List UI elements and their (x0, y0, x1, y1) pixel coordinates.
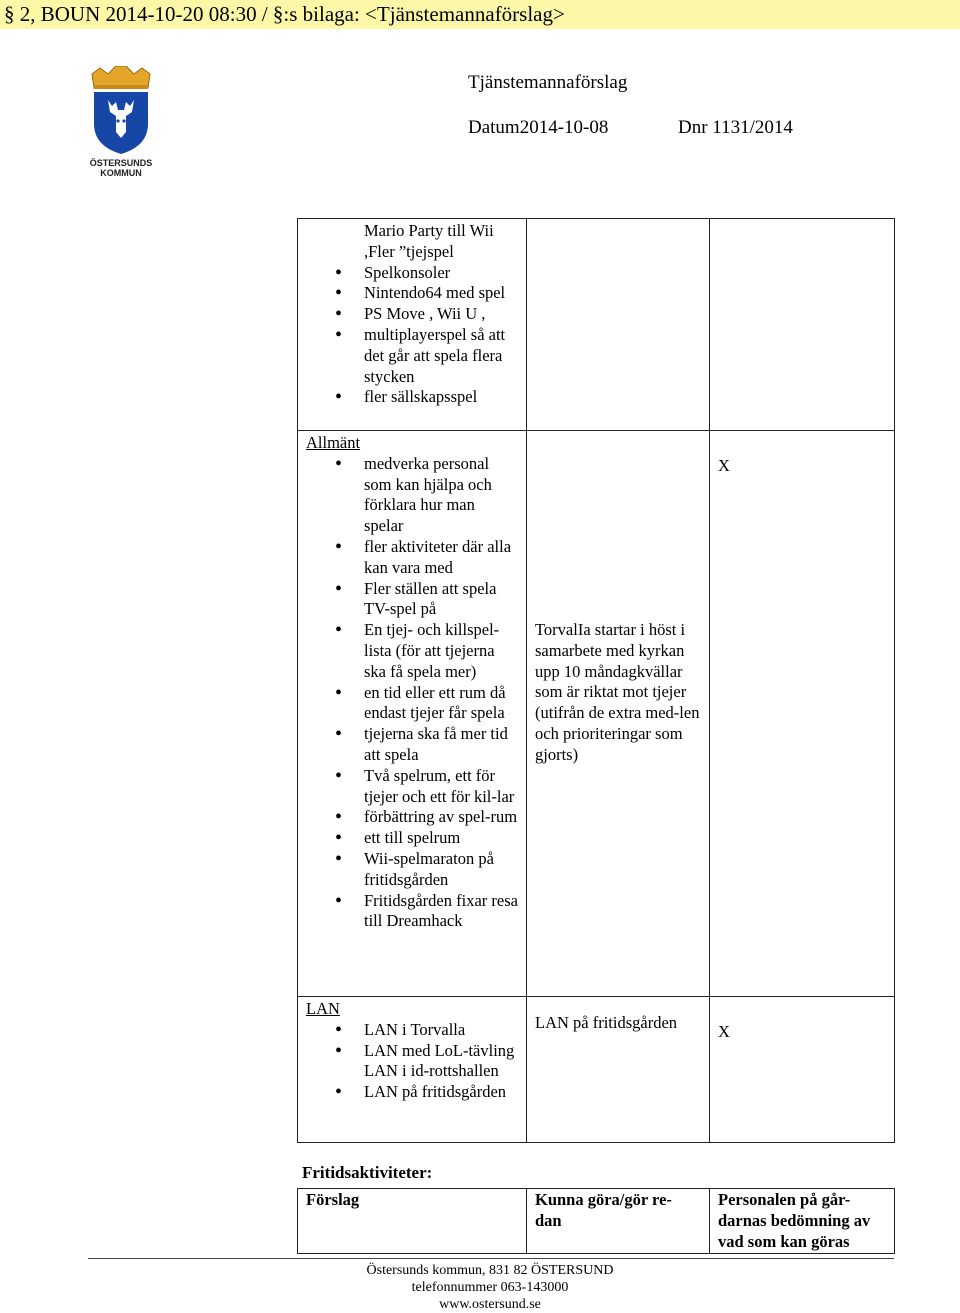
agenda-header-bar (0, 0, 960, 29)
logo-line-2: KOMMUN (100, 168, 142, 178)
list-item: • en tid eller ett rum då endast tjejer får spela (364, 683, 518, 725)
header-can-do: Kunna göra/gör re-dan (535, 1190, 672, 1230)
bullet-list (306, 221, 518, 408)
status-text: TorvalIa startar i höst i samarbete med kyrkan upp 10 måndagkvällar som är riktat mot tjejer (utifrån de extra med-len och prioriteringar som gjorts) (535, 620, 700, 764)
list-item: • Spelkonsoler (364, 263, 518, 284)
assessment-mark: X (718, 456, 730, 475)
proposal-cell (298, 431, 527, 997)
list-item: • förbättring av spel-rum (364, 807, 518, 828)
list-item: • En tjej- och killspel-lista (för att tjejerna ska få spela mer) (364, 620, 518, 682)
current-status-cell (527, 997, 710, 1143)
header-staff-assessment: Personalen på går-darnas bedömning av vad som kan göras (718, 1190, 871, 1251)
table-row (298, 431, 895, 997)
list-item: • LAN med LoL-tävling LAN i id-rottshallen (364, 1041, 518, 1083)
table-row (298, 219, 895, 431)
date-label: Datum (468, 117, 520, 138)
list-item: • Fler ställen att spela TV-spel på (364, 579, 518, 621)
assessment-cell (710, 219, 895, 431)
list-item: • medverka personal som kan hjälpa och förklara hur man spelar (364, 454, 518, 537)
assessment-cell (710, 431, 895, 997)
footer (300, 1262, 680, 1313)
intro-line: ,Fler ”tjejspel (364, 241, 454, 261)
list-item: • LAN i Torvalla (364, 1020, 518, 1041)
table-row (298, 997, 895, 1143)
list-item: • Wii-spelmaraton på fritidsgården (364, 849, 518, 891)
current-status-cell (527, 431, 710, 997)
bullet-list (306, 1020, 518, 1103)
row-heading: Allmänt (306, 433, 361, 452)
proposal-cell (298, 997, 527, 1143)
footer-divider (88, 1258, 894, 1259)
document-date (468, 117, 608, 139)
list-item: • fler aktiviteter där alla kan vara med (364, 537, 518, 579)
logo-line-1: ÖSTERSUNDS (89, 158, 153, 168)
proposal-table (297, 218, 895, 1143)
logo-caption (86, 158, 156, 178)
list-item: • fler sällskapsspel (364, 387, 518, 408)
assessment-mark: X (718, 1022, 730, 1041)
proposal-cell (298, 219, 527, 431)
footer-phone: telefonnummer 063-143000 (411, 1280, 569, 1295)
agenda-header-text: § 2, BOUN 2014-10-20 08:30 / §:s bilaga: <Tjänstemannaförslag> (4, 2, 565, 26)
row-heading: LAN (306, 999, 340, 1018)
date-value: 2014-10-08 (519, 117, 609, 138)
table-header-row (298, 1189, 895, 1254)
bullet-list (306, 454, 518, 932)
intro-line: Mario Party till Wii (364, 221, 494, 240)
list-item: • LAN på fritidsgården (364, 1082, 518, 1103)
list-item: • Fritidsgården fixar resa till Dreamhack (364, 891, 518, 933)
status-text: LAN på fritidsgården (535, 1013, 678, 1032)
list-item: • Två spelrum, ett för tjejer och ett för kil-lar (364, 766, 518, 808)
document-type: Tjänstemannaförslag (468, 72, 628, 93)
current-status-cell (527, 219, 710, 431)
list-item: • tjejerna ska få mer tid att spela (364, 724, 518, 766)
coat-of-arms-icon (88, 66, 154, 158)
footer-website: www.ostersund.se (439, 1297, 541, 1312)
list-item: • Nintendo64 med spel (364, 283, 518, 304)
assessment-cell (710, 997, 895, 1143)
header-proposal: Förslag (306, 1190, 360, 1209)
list-item: • PS Move , Wii U , (364, 304, 518, 325)
document-dnr: Dnr 1131/2014 (678, 117, 793, 138)
leisure-activities-table (297, 1188, 895, 1254)
footer-address: Östersunds kommun, 831 82 ÖSTERSUND (366, 1263, 614, 1278)
list-item: • multiplayerspel så att det går att spela flera stycken (364, 325, 518, 387)
section-title: Fritidsaktiviteter: (302, 1163, 433, 1182)
list-item: • ett till spelrum (364, 828, 518, 849)
